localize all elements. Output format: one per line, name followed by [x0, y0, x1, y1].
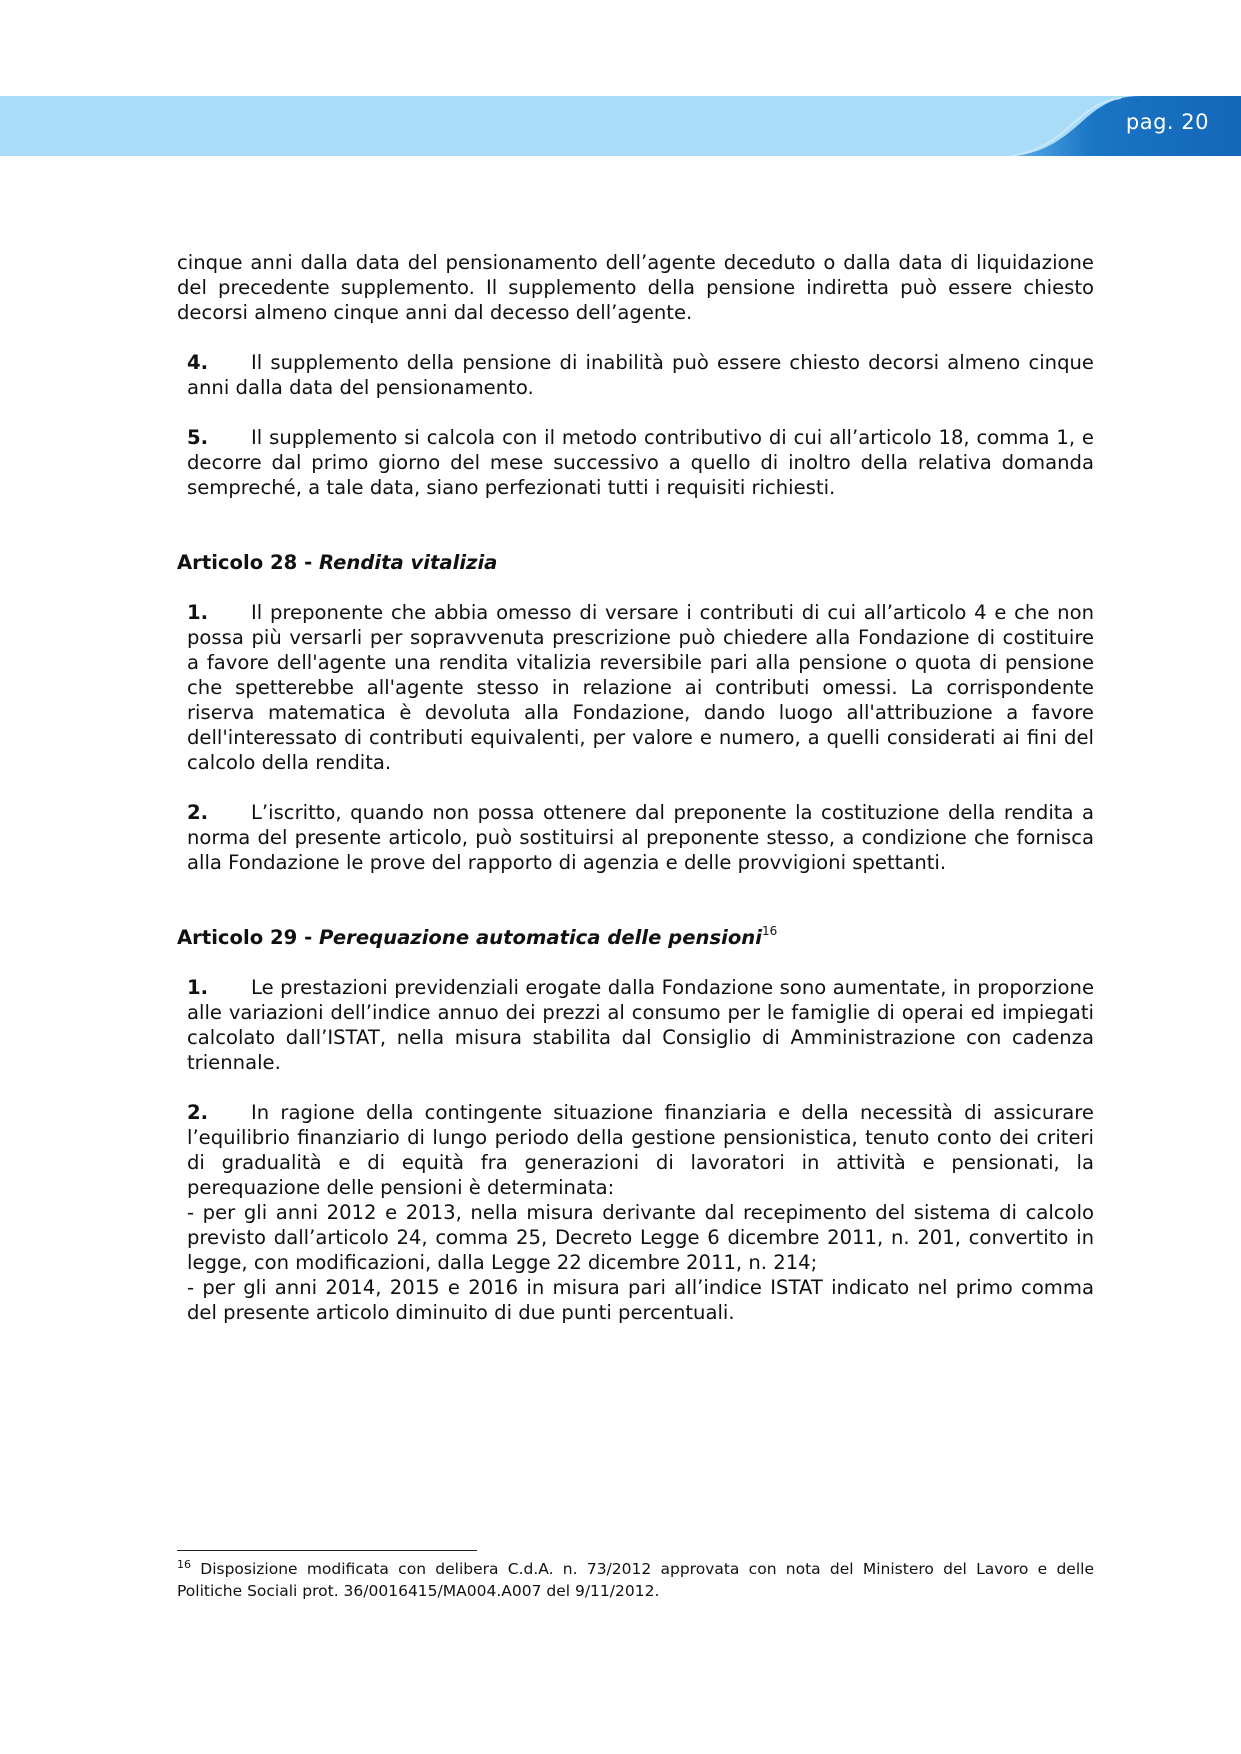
clause-text: In ragione della contingente situazione finanziaria e della necessità di assicurare l’equilibrio finanziario di lungo periodo della gestione pensionistica, tenuto conto dei criteri di gradualità e di equità fra generazioni di lavoratori in attività e pensionati, la perequazione delle pensioni è determinata: [187, 1101, 1094, 1199]
document-body [177, 250, 1094, 1350]
footnote-text: Disposizione modificata con delibera C.d.A. n. 73/2012 approvata con nota del Ministero del Lavoro e delle Politiche Sociali prot. 36/0016415/MA004.A007 del 9/11/2012. [177, 1560, 1094, 1600]
clause-5 [177, 425, 1094, 500]
list-item: - per gli anni 2014, 2015 e 2016 in misura pari all’indice ISTAT indicato nel primo comma del presente articolo diminuito di due punti percentuali. [187, 1276, 1094, 1324]
clause-number: 1. [187, 601, 209, 624]
footnote-reference[interactable]: 16 [761, 924, 778, 938]
article-title: Rendita vitalizia [319, 551, 498, 574]
clause-text: Il supplemento si calcola con il metodo contributivo di cui all’articolo 18, comma 1, e decorre dal primo giorno del mese successivo a quello di inoltro della relativa domanda sempreché, a tale data, siano perfezionati tutti i requisiti richiesti. [187, 426, 1094, 499]
clause-number: 2. [187, 1101, 209, 1124]
article-29-clause-1 [177, 975, 1094, 1075]
clause-text: Le prestazioni previdenziali erogate dalla Fondazione sono aumentate, in proporzione alle variazioni dell’indice annuo dei prezzi al consumo per le famiglie di operai ed impiegati calcolato dall’ISTAT, nella misura stabilita dal Consiglio di Amministrazione con cadenza triennale. [187, 976, 1094, 1074]
article-label: Articolo 28 - [177, 551, 320, 574]
clause-4 [177, 350, 1094, 400]
footnote-number: 16 [177, 1558, 191, 1571]
footnote-divider [177, 1550, 477, 1551]
page-number: pag. 20 [1125, 110, 1209, 134]
article-29-heading [177, 925, 1094, 950]
clause-number: 5. [187, 426, 209, 449]
footnote [177, 1558, 1094, 1602]
intro-paragraph: cinque anni dalla data del pensionamento dell’agente deceduto o dalla data di liquidazione del precedente supplemento. Il supplemento della pensione indiretta può essere chiesto decorsi almeno cinque anni dal decesso dell’agente. [177, 251, 1094, 324]
article-label: Articolo 29 - [177, 926, 320, 949]
clause-number: 1. [187, 976, 209, 999]
article-28-clause-1 [177, 600, 1094, 775]
clause-number: 4. [187, 351, 209, 374]
article-28-clause-2 [177, 800, 1094, 875]
article-28-heading [177, 550, 1094, 575]
list-item: - per gli anni 2012 e 2013, nella misura derivante dal recepimento del sistema di calcolo previsto dall’articolo 24, comma 25, Decreto Legge 6 dicembre 2011, n. 201, convertito in legge, con modificazioni, dalla Legge 22 dicembre 2011, n. 214; [187, 1201, 1094, 1274]
clause-number: 2. [187, 801, 209, 824]
article-29-clause-2 [177, 1100, 1094, 1325]
clause-text: Il supplemento della pensione di inabilità può essere chiesto decorsi almeno cinque anni dalla data del pensionamento. [187, 351, 1094, 399]
article-title: Perequazione automatica delle pensioni [319, 926, 762, 949]
clause-text: Il preponente che abbia omesso di versare i contributi di cui all’articolo 4 e che non possa più versarli per sopravvenuta prescrizione può chiedere alla Fondazione di costituire a favore dell'agente una rendita vitalizia reversibile pari alla pensione o quota di pensione che spetterebbe all'agente stesso in relazione ai contributi omessi. La corrispondente riserva matematica è devoluta alla Fondazione, dando luogo all'attribuzione a favore dell'interessato di contributi equivalenti, per valore e numero, a quelli considerati ai fini del calcolo della rendita. [187, 601, 1094, 774]
clause-text: L’iscritto, quando non possa ottenere dal preponente la costituzione della rendita a norma del presente articolo, può sostituirsi al preponente stesso, a condizione che fornisca alla Fondazione le prove del rapporto di agenzia e delle provvigioni spettanti. [187, 801, 1094, 874]
